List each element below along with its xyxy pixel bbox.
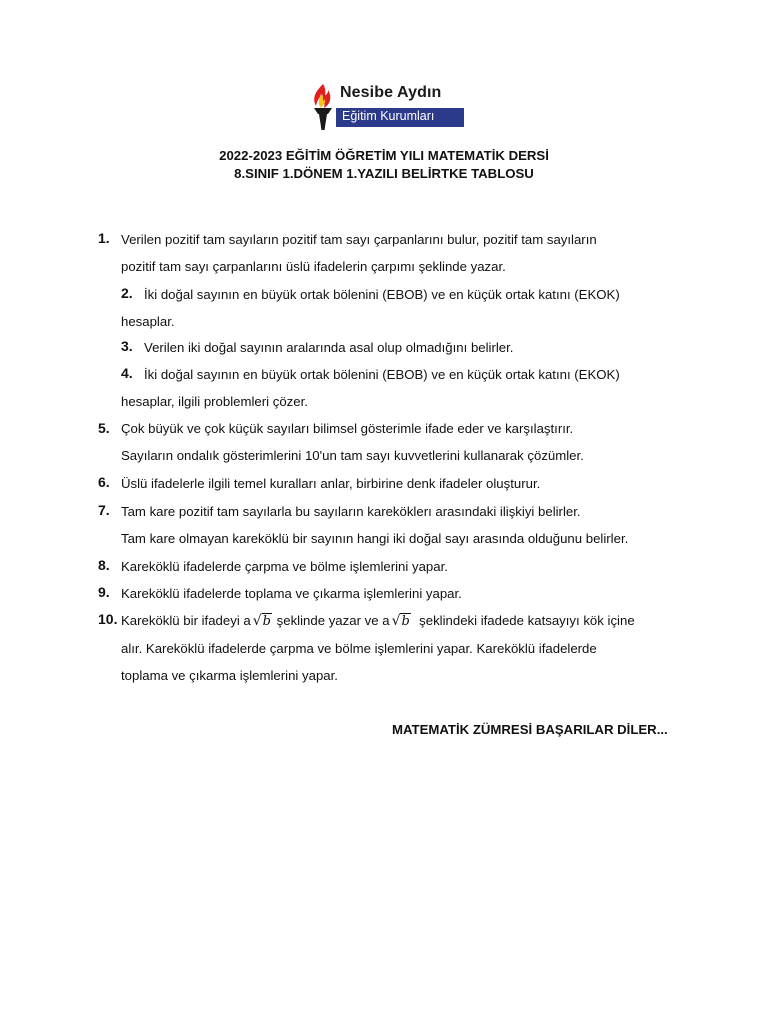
item-text: hesaplar. bbox=[121, 314, 175, 329]
item-text: Çok büyük ve çok küçük sayıları bilimsel gösterimle ifade eder ve karşılaştırır. bbox=[121, 421, 574, 436]
item-text: İki doğal sayının en büyük ortak bölenini (EBOB) ve en küçük ortak katını (EKOK) bbox=[144, 287, 620, 302]
item-text: toplama ve çıkarma işlemlerini yapar. bbox=[121, 668, 338, 683]
item-text: alır. Kareköklü ifadelerde çarpma ve bölme işlemlerini yapar. Kareköklü ifadelerde bbox=[121, 641, 597, 656]
item-number: 3. bbox=[121, 338, 133, 354]
document-title: 2022-2023 EĞİTİM ÖĞRETİM YILI MATEMATİK DERSİ bbox=[219, 148, 549, 163]
item-number: 2. bbox=[121, 285, 133, 301]
item-text: Kareköklü ifadelerde çarpma ve bölme işlemlerini yapar. bbox=[121, 559, 448, 574]
item-number: 8. bbox=[98, 557, 110, 573]
document-subtitle: 8.SINIF 1.DÖNEM 1.YAZILI BELİRTKE TABLOSU bbox=[234, 166, 534, 181]
closing-note: MATEMATİK ZÜMRESİ BAŞARILAR DİLER... bbox=[392, 722, 668, 737]
item-number: 1. bbox=[98, 230, 110, 246]
item-number: 6. bbox=[98, 474, 110, 490]
item-text: Verilen iki doğal sayının aralarında asal olup olmadığını belirler. bbox=[144, 340, 514, 355]
item-number: 10. bbox=[98, 611, 118, 627]
square-root-symbol: √b bbox=[252, 613, 271, 629]
item-text-part: Kareköklü bir ifadeyi a bbox=[121, 613, 251, 628]
item-text: hesaplar, ilgili problemleri çözer. bbox=[121, 394, 308, 409]
item-text: Kareköklü ifadelerde toplama ve çıkarma işlemlerini yapar. bbox=[121, 586, 462, 601]
item-text: Üslü ifadelerle ilgili temel kuralları anlar, birbirine denk ifadeler oluşturur. bbox=[121, 476, 541, 491]
item-number: 9. bbox=[98, 584, 110, 600]
logo-name: Nesibe Aydın bbox=[340, 84, 442, 101]
item-number: 4. bbox=[121, 365, 133, 381]
item-text: Sayıların ondalık gösterimlerini 10'un tam sayı kuvvetlerini kullanarak çözümler. bbox=[121, 448, 584, 463]
torch-icon bbox=[306, 82, 340, 132]
item-text-part: şeklindeki ifadede katsayıyı kök içine bbox=[411, 613, 635, 628]
item-text: Tam kare pozitif tam sayılarla bu sayıların kareköklerı arasındaki ilişkiyi belirler. bbox=[121, 504, 581, 519]
square-root-symbol: √b bbox=[391, 613, 410, 629]
item-number: 7. bbox=[98, 502, 110, 518]
item-text-part: şeklinde yazar ve a bbox=[273, 613, 390, 628]
institution-logo bbox=[306, 82, 466, 134]
item-text: pozitif tam sayı çarpanlarını üslü ifadelerin çarpımı şeklinde yazar. bbox=[121, 259, 506, 274]
item-number: 5. bbox=[98, 420, 110, 436]
item-text: Tam kare olmayan kareköklü bir sayının hangi iki doğal sayı arasında olduğunu belirler. bbox=[121, 531, 629, 546]
item-text: İki doğal sayının en büyük ortak bölenini (EBOB) ve en küçük ortak katını (EKOK) bbox=[144, 367, 620, 382]
item-text: Verilen pozitif tam sayıların pozitif tam sayı çarpanlarını bulur, pozitif tam sayıların bbox=[121, 232, 597, 247]
logo-subtitle: Eğitim Kurumları bbox=[342, 109, 435, 123]
item-text-with-roots bbox=[121, 613, 635, 629]
